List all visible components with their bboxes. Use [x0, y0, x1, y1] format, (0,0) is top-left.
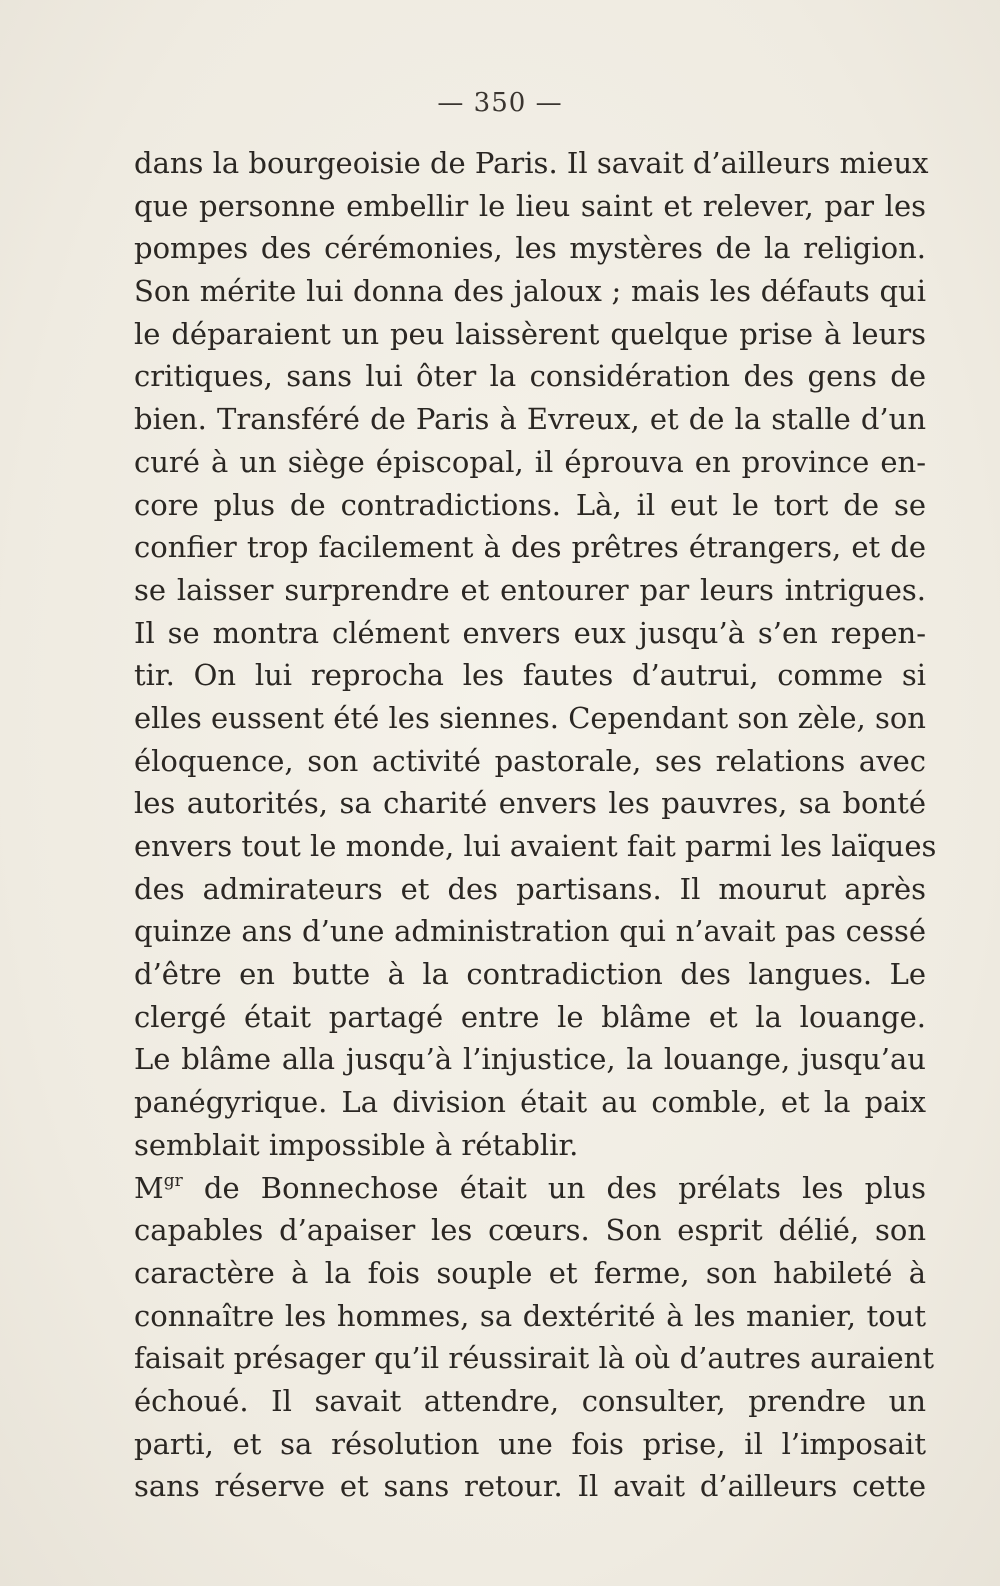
text-line: connaître les hommes, sa dextérité à les manier, tout: [134, 1298, 926, 1333]
title-abbreviation: M: [134, 1170, 164, 1205]
page-number: — 350 —: [437, 88, 563, 118]
text-line: caractère à la fois souple et ferme, son habileté à: [134, 1255, 926, 1290]
text-line: des admirateurs et des partisans. Il mourut après: [134, 871, 926, 906]
text-line: pompes des cérémonies, les mystères de la religion.: [134, 231, 926, 266]
text-line: Son mérite lui donna des jaloux ; mais les défauts qui: [134, 274, 926, 309]
text-line: parti, et sa résolution une fois prise, il l’imposait: [134, 1426, 926, 1461]
text-line: confier trop facilement à des prêtres étrangers, et de: [134, 530, 926, 565]
text-line: dans la bourgeoisie de Paris. Il savait d’ailleurs mieux: [134, 146, 929, 180]
text-line: faisait présager qu’il réussirait là où d’autres auraient: [134, 1341, 935, 1376]
body-text: [134, 142, 937, 1508]
text-line: Le blâme alla jusqu’à l’injustice, la louange, jusqu’au: [134, 1042, 926, 1077]
text-line: clergé était partagé entre le blâme et la louange.: [134, 999, 926, 1034]
text-line: le déparaient un peu laissèrent quelque prise à leurs: [134, 316, 926, 351]
text-line: éloquence, son activité pastorale, ses relations avec: [134, 743, 926, 778]
text-line: bien. Transféré de Paris à Evreux, et de la stalle d’un: [134, 402, 926, 437]
text-line: panégyrique. La division était au comble, et la paix: [134, 1085, 926, 1120]
text-line: capables d’apaiser les cœurs. Son esprit délié, son: [134, 1213, 926, 1248]
text-line: critiques, sans lui ôter la considération des gens de: [134, 359, 926, 394]
text-line: sans réserve et sans retour. Il avait d’ailleurs cette: [134, 1469, 926, 1504]
text-line: semblait impossible à rétablir.: [134, 1127, 579, 1162]
text-line: Il se montra clément envers eux jusqu’à s’en repen-: [134, 615, 926, 650]
text-line: elles eussent été les siennes. Cependant son zèle, son: [134, 700, 926, 735]
text-line: envers tout le monde, lui avaient fait parmi les laïques: [134, 829, 937, 863]
text-line-rest: de Bonnechose était un des prélats les plus: [182, 1170, 926, 1205]
text-line: se laisser surprendre et entourer par leurs intrigues.: [134, 572, 926, 607]
text-line: que personne embellir le lieu saint et relever, par les: [134, 188, 926, 223]
text-line: les autorités, sa charité envers les pauvres, sa bonté: [134, 786, 926, 821]
paragraph-1: [134, 142, 937, 1167]
text-line: curé à un siège épiscopal, il éprouva en province en-: [134, 444, 926, 479]
title-superscript: gr: [163, 1170, 183, 1191]
text-line: d’être en butte à la contradiction des langues. Le: [134, 957, 926, 992]
text-line: [134, 1167, 926, 1210]
paragraph-2: [134, 1167, 935, 1509]
text-line: core plus de contradictions. Là, il eut le tort de se: [134, 487, 926, 522]
text-line: échoué. Il savait attendre, consulter, prendre un: [134, 1383, 926, 1418]
text-line: quinze ans d’une administration qui n’avait pas cessé: [134, 914, 926, 949]
text-line: tir. On lui reprocha les fautes d’autrui, comme si: [134, 658, 926, 693]
